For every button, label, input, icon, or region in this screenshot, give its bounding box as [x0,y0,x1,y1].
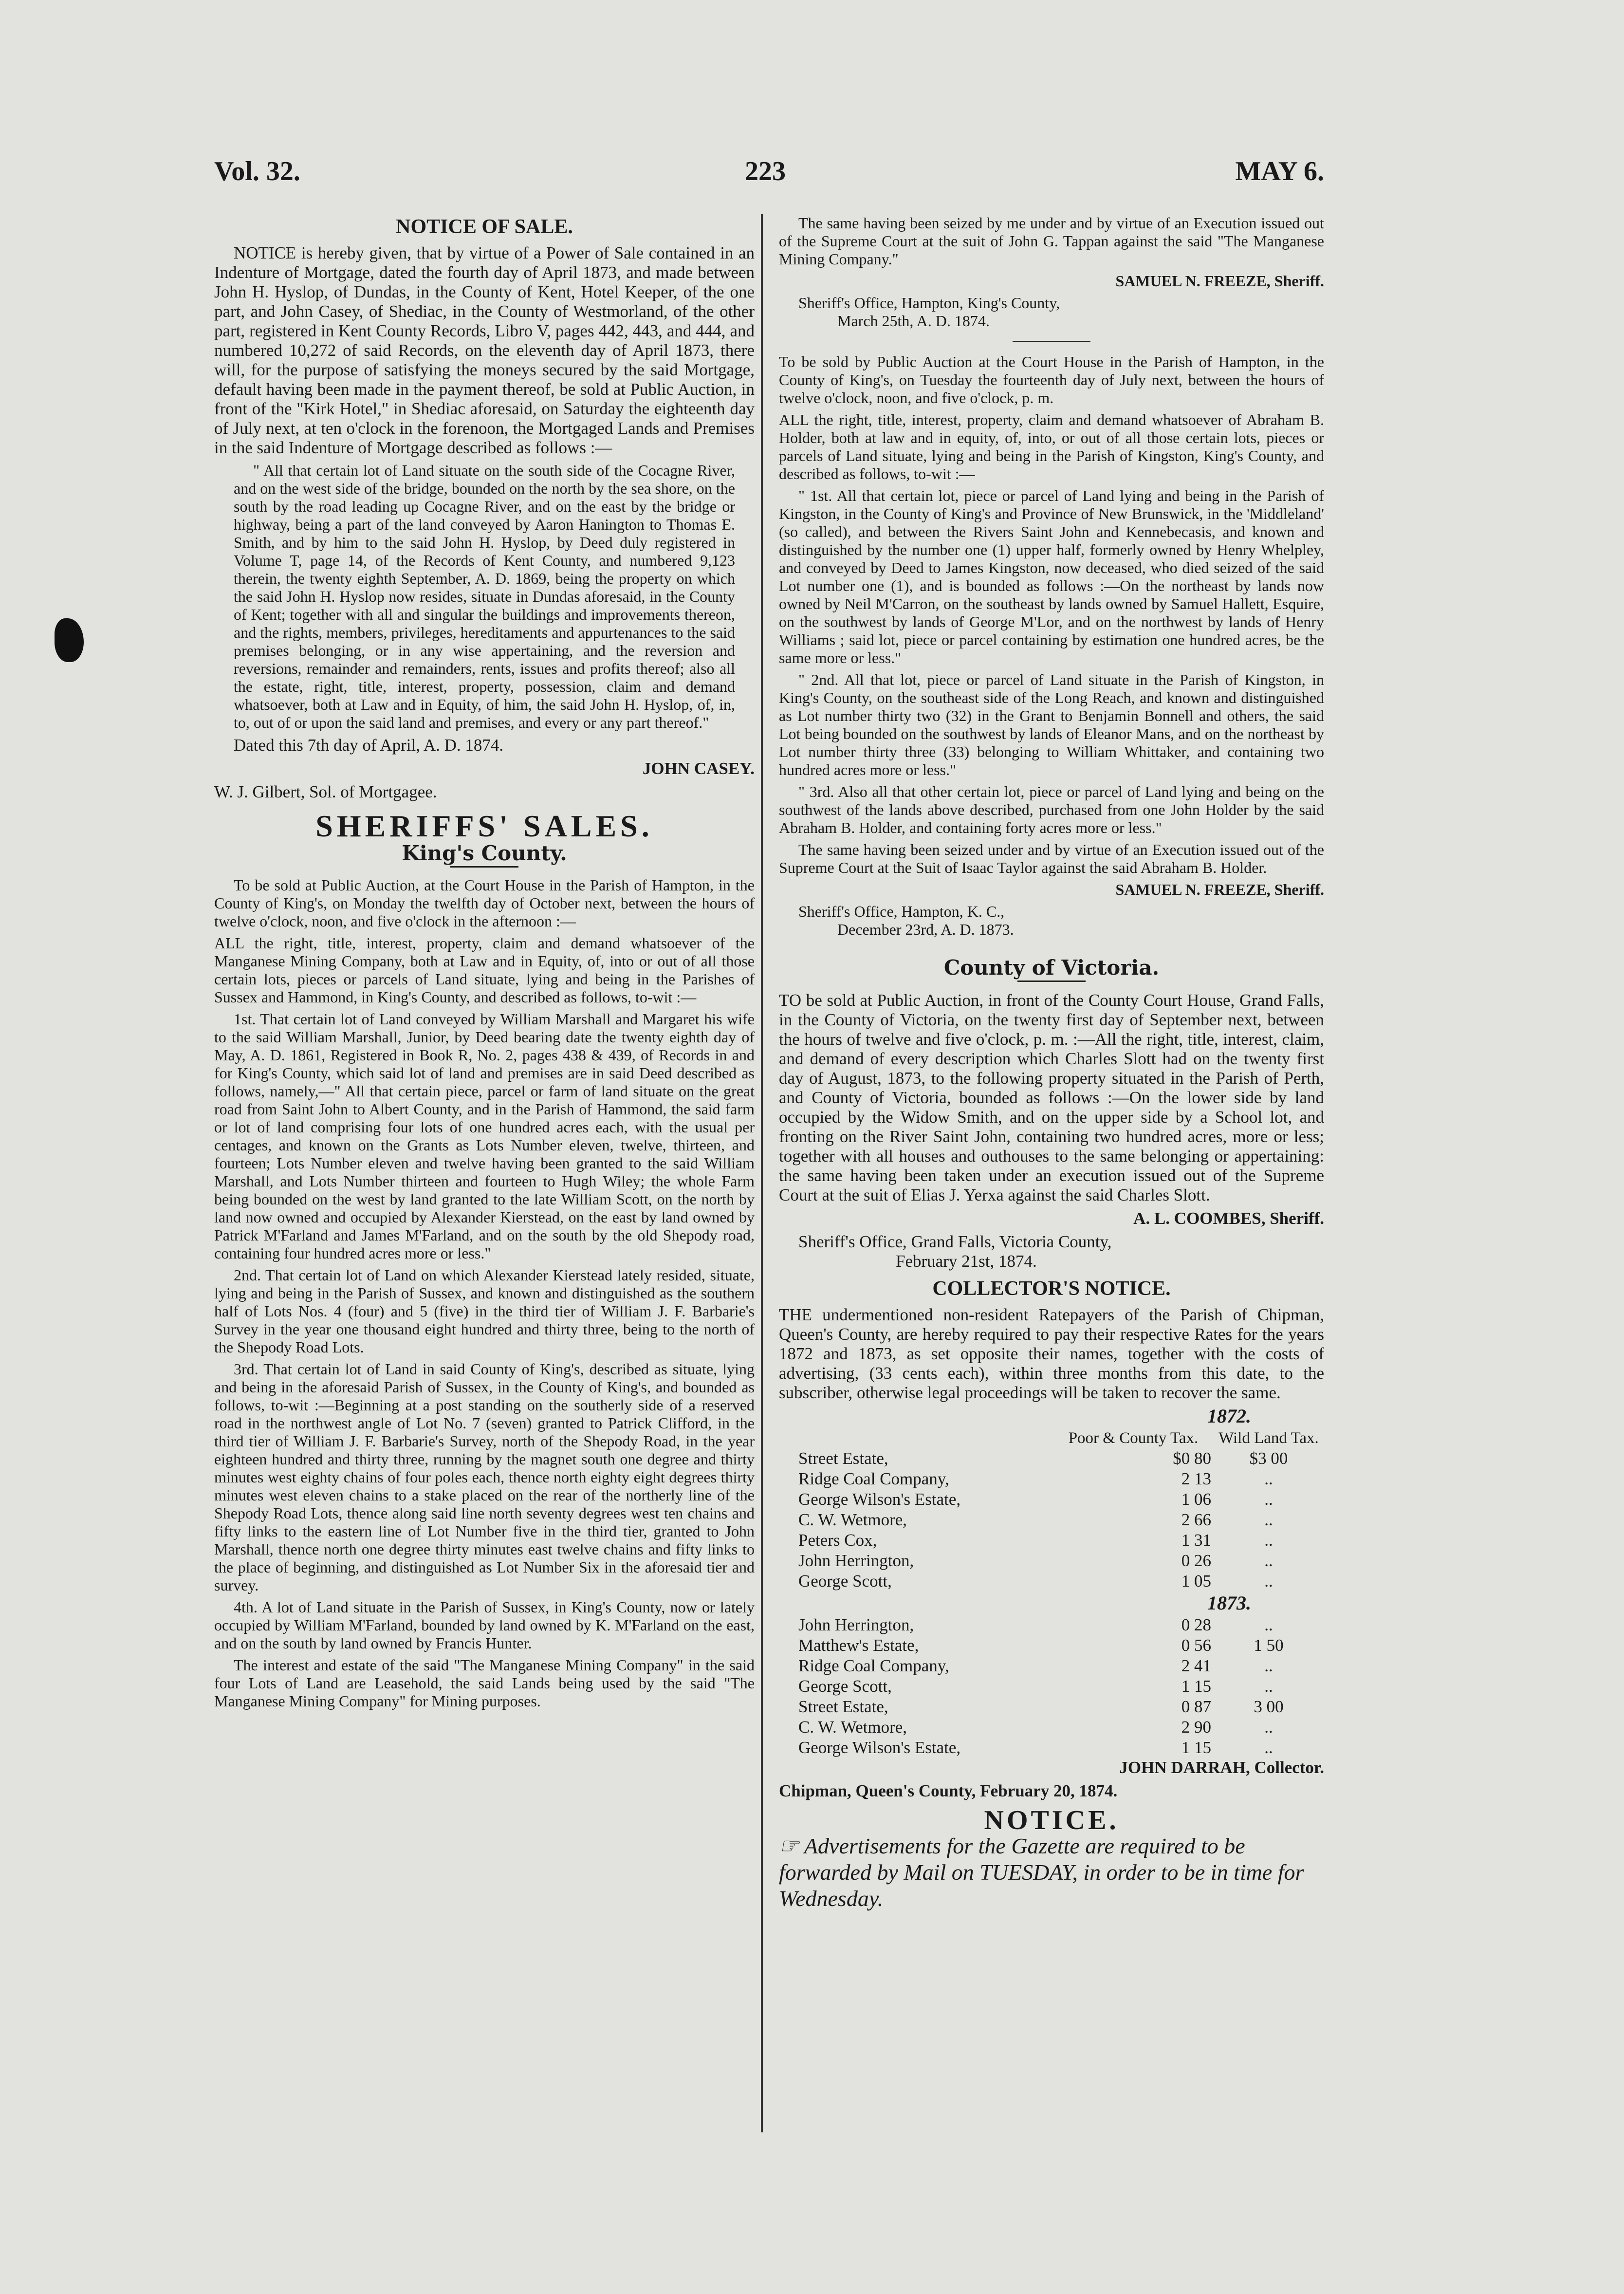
collector-signer: JOHN DARRAH, Collector. [1119,1758,1324,1777]
notice-text [779,1833,1324,1912]
kings-county-heading: King's County. [402,841,567,865]
poor-county-tax: 2 66 [1181,1510,1211,1529]
ratepayer-name: C. W. Wetmore, [798,1510,907,1529]
wild-land-tax: .. [1264,1572,1273,1591]
sale1-office-date: March 25th, A. D. 1874. [837,312,990,330]
page-number: 223 [745,156,786,186]
page-header [195,146,1324,200]
notice-of-sale-description: " All that certain lot of Land situate on the south side of the Cocagne River, and on the west side of the bridge, bounded on the north by the sea shore, on the south by the road leading up Cocagne River, and on the east by the bridge or highway, being a part of the land conveyed by Aaron Hanington to Thomas E. Smith, and by him to the said John H. Hyslop, by Deed duly registered in Volume T, page 14, of the Records of Kent County, and numbered 9,123 therein, the twenty eighth September, A. D. 1869, being the property on which the said John H. Hyslop now resides, situate in Dundas aforesaid, in the County of Kent; together with all and singular the buildings and improvements thereon, and the rights, members, privileges, hereditaments and appurtenances to the said premises belonging, or in any wise appertaining, and the reversion and reversions, remainder and remainders, rents, issues and profits thereof; also all the estate, right, title, interest, property, possession, claim and demand whatsoever, both at Law and in Equity, of him, the said John H. Hyslop, of, in, to, out of or upon the said land and premises, and every or any part thereof." [234,462,735,731]
year-1872: 1872. [1207,1405,1251,1427]
poor-county-tax: 0 56 [1181,1636,1211,1655]
notice-of-sale-title: NOTICE OF SALE. [396,216,573,238]
table-row [779,1697,1324,1717]
poor-county-tax: 0 26 [1181,1551,1211,1570]
sale1-seized: The same having been seized by me under and by virtue of an Execution issued out of the Supreme Court at the suit of John G. Tappan against the said "The Manganese Mining Company." [779,214,1324,268]
table-row [779,1656,1324,1676]
wild-land-tax: .. [1264,1656,1273,1675]
poor-county-tax: 0 87 [1181,1697,1211,1716]
sale1-lot4: 4th. A lot of Land situate in the Parish of Sussex, in King's County, now or lately occupied by William M'Farland, bounded by land owned by K. M'Farland on the east, and on the south by land owned by Francis Hunter. [214,1598,755,1652]
sale2-all: ALL the right, title, interest, property, claim and demand whatsoever of Abraham B. Holder, both at law and in equity, of, into, or out of all those certain lots, pieces or parcels of Land situate, lying and being in the Parish of Kingston, King's County, and described as follows, to-wit :— [779,411,1324,482]
sale1-lot1: 1st. That certain lot of Land conveyed by William Marshall and Margaret his wife to the said William Marshall, Junior, by Deed bearing date the twenty eighth day of May, A. D. 1861, Registered in Book R, No. 2, pages 438 & 439, of Records in and for King's County, which said lot of land and premises are in said Deed described as follows, namely,—" All that certain piece, parcel or farm of land situate on the great road from Saint John to Albert County, and in the Parish of Hammond, the said farm or lot of land comprising four lots of one hundred acres each, with the usual per centages, and known on the Grants as Lots Number eleven, twelve, thirteen, and fourteen; Lots Number eleven and twelve having been granted to the said William Marshall, and Lots Number thirteen and fourteen to Hugh Wiley; the whole Farm being bounded on the west by land granted to the late William Scott, on the north by land now owned and occupied by Alexander Kierstead, on the east by land owned by Patrick M'Farland and James M'Farland, and on the south by the old Shepody road, containing four hundred acres more or less." [214,1010,755,1262]
left-column [214,214,755,1714]
sale2-office-place: Sheriff's Office, Hampton, K. C., [798,903,1005,920]
poor-county-tax: 2 13 [1181,1469,1211,1488]
ratepayer-name: George Scott, [798,1572,892,1591]
wild-land-tax: .. [1264,1531,1273,1550]
sale2-lot3: " 3rd. Also all that other certain lot, piece or parcel of Land lying and being on the southwest of the lands above described, purchased from one John Holder by the said Abraham B. Holder, and containing forty acres more or less." [779,783,1324,836]
right-column [779,214,1324,1916]
column-divider [761,214,763,2132]
table-row [779,1510,1324,1530]
sale2-office-date: December 23rd, A. D. 1873. [837,921,1014,938]
pointing-hand-icon: ☞ [779,1833,799,1858]
poor-county-tax: 1 05 [1181,1572,1211,1591]
sale1-office-place: Sheriff's Office, Hampton, King's County, [798,294,1060,312]
notice-of-sale-signer: JOHN CASEY. [642,759,755,778]
poor-county-tax: 1 31 [1181,1531,1211,1550]
collector-place: Chipman, Queen's County, February 20, 1874. [779,1781,1118,1800]
ratepayer-name: C. W. Wetmore, [798,1718,907,1737]
wild-land-tax: 1 50 [1254,1636,1284,1655]
victoria-office-place: Sheriff's Office, Grand Falls, Victoria County, [798,1232,1112,1251]
sale1-leasehold: The interest and estate of the said "The Manganese Mining Company" in the said four Lots of Land are Leasehold, the said Lands being used by the said "The Manganese Mining Company" for Mining purposes. [214,1656,755,1710]
rates-table-1873 [779,1615,1324,1758]
year-1873: 1873. [1207,1592,1251,1614]
table-row [779,1551,1324,1571]
poor-county-tax: 1 15 [1181,1677,1211,1696]
ratepayer-name: Peters Cox, [798,1531,877,1550]
poor-county-tax: $0 80 [1173,1449,1211,1468]
sheriffs-sales-title: SHERIFFS' SALES. [315,809,653,843]
wild-land-tax: .. [1264,1718,1273,1737]
table-row [779,1635,1324,1656]
wild-land-tax: .. [1264,1551,1273,1570]
wild-land-tax: .. [1264,1510,1273,1529]
victoria-county-heading: County of Victoria. [943,956,1160,980]
ratepayer-name: Ridge Coal Company, [798,1469,949,1488]
issue-date: MAY 6. [1235,156,1324,186]
ratepayer-name: Ridge Coal Company, [798,1656,949,1675]
wild-land-tax: .. [1264,1738,1273,1757]
ratepayer-name: George Wilson's Estate, [798,1738,961,1757]
wild-land-tax: .. [1264,1615,1273,1634]
notice-of-sale-solicitor: W. J. Gilbert, Sol. of Mortgagee. [214,782,437,801]
wild-land-tax: .. [1264,1490,1273,1509]
victoria-sale-text: TO be sold at Public Auction, in front of the County Court House, Grand Falls, in the County of Victoria, on the twenty first day of September next, between the hours of twelve and five o'clock, p. m. :—All the right, title, interest, claim, and demand of every description which Charles Slott had on the twenty first day of August, 1873, to the following property situated in the Parish of Perth, and County of Victoria, bounded as follows :—On the lower side by land occupied by the Widow Smith, and on the upper side by a School lot, and fronting on the River Saint John, containing two hundred acres, more or less; together with all houses and outhouses to the same belonging or appertaining: the same having been taken under an execution issued out of the Supreme Court at the suit of Elias J. Yerxa against the said Charles Slott. [779,991,1324,1204]
victoria-office [779,1232,1324,1271]
ratepayer-name: George Scott, [798,1677,892,1696]
table-row [779,1615,1324,1635]
poor-county-tax: 1 15 [1181,1738,1211,1757]
wild-land-tax: .. [1264,1677,1273,1696]
sale2-sheriff: SAMUEL N. FREEZE, Sheriff. [1115,881,1324,898]
sale1-lot3: 3rd. That certain lot of Land in said County of King's, described as situate, lying and being in the aforesaid Parish of Sussex, in the County of King's, and bounded as follows, to-wit :—Beginning at a post standing on the southerly side of a reserved road in the northwest angle of Lot No. 7 (seven) granted to Patrick Clifford, in the third tier of William J. F. Barbarie's Survey, north of the Shepody Road, in the year eighteen hundred and thirty three, running by the magnet south one degree and thirty minutes west eighty chains of four poles each, thence north eighty eight degrees thirty minutes west eleven chains to a stake placed on the rear of the northerly line of the Shepody Road Lots, thence along said line north seventy degrees west ten chains and fifty links to the eastern line of Lot Number five in the third tier, granted to John Marshall, thence north one degree thirty minutes east twelve chains and fifty links to the place of beginning, and distinguished as Lot Number Six in the aforesaid tier and survey. [214,1360,755,1594]
table-row [779,1738,1324,1758]
sale2-lot1: " 1st. All that certain lot, piece or parcel of Land lying and being in the Parish of Kingston, in the County of King's and Province of New Brunswick, in the 'Middleland' (so called), and between the Rivers Saint John and Kennebecasis, and known and distinguished by the number one (1) upper half, formerly owned by Henry Whelpley, and conveyed by Deed to James Kingston, now deceased, who died seized of the said Lot number one (1), and is bounded as follows :—On the northeast by lands now owned by Neil M'Carron, on the southeast by lands owned by Samuel Hallett, Esquire, on the southwest by lands of George M'Lor, and on the northwest by lands of Henry Williams ; said lot, piece or parcel containing by estimation one hundred acres, be the same more or less." [779,487,1324,666]
notice-title: NOTICE. [984,1805,1119,1835]
table-row [779,1676,1324,1697]
collectors-notice-title: COLLECTOR'S NOTICE. [932,1277,1171,1300]
separator [1013,341,1090,342]
volume-label: Vol. 32. [214,156,300,186]
table-row [779,1571,1324,1591]
ratepayer-name: Street Estate, [798,1697,888,1716]
notice-body: Advertisements for the Gazette are required to be forwarded by Mail on TUESDAY, in order to be in time for Wednesday. [779,1833,1304,1911]
ratepayer-name: John Herrington, [798,1551,914,1570]
sale2-intro: To be sold by Public Auction at the Court House in the Parish of Hampton, in the County of King's, on Tuesday the fourteenth day of July next, between the hours of twelve o'clock, noon, and five o'clock, p. m. [779,353,1324,407]
sale1-sheriff: SAMUEL N. FREEZE, Sheriff. [1115,272,1324,290]
victoria-office-date: February 21st, 1874. [896,1252,1037,1271]
rates-table [779,1428,1324,1591]
table-row [779,1530,1324,1551]
table-row [779,1469,1324,1489]
poor-county-tax: 2 90 [1181,1718,1211,1737]
ratepayer-name: Street Estate, [798,1449,888,1468]
notice-of-sale-intro: NOTICE is hereby given, that by virtue of a Power of Sale contained in an Indenture of Mortgage, dated the fourth day of April 1873, and made between John H. Hyslop, of Dundas, in the County of Kent, Hotel Keeper, of the one part, and John Casey, of Shediac, in the County of Westmorland, of the other part, registered in Kent County Records, Libro V, pages 442, 443, and 444, and numbered 10,272 of said Records, on the eleventh day of April 1873, there will, for the purpose of satisfying the moneys secured by the said Mortgage, default having been made in the payment thereof, be sold at Public Auction, in front of the "Kirk Hotel," in Shediac aforesaid, on Saturday the eighteenth day of July next, at ten o'clock in the forenoon, the Mortgaged Lands and Premises in the said Indenture of Mortgage described as follows :— [214,243,755,457]
collectors-notice-text: THE undermentioned non-resident Ratepayers of the Parish of Chipman, Queen's County, are hereby required to pay their respective Rates for the years 1872 and 1873, as set opposite their names, together with the costs of advertising, (33 cents each), within three months from this date, to the subscriber, otherwise legal proceedings will be taken to recover the same. [779,1305,1324,1402]
sale1-lot2: 2nd. That certain lot of Land on which Alexander Kierstead lately resided, situate, lying and being in the Parish of Sussex, and known and distinguished as the southern half of Lots Nos. 4 (four) and 5 (five) in the third tier of William J. F. Barbarie's Survey in the year one thousand eight hundred and thirty three, being to the north of the Shepody Road Lots. [214,1266,755,1356]
sale2-lot2: " 2nd. All that lot, piece or parcel of Land situate in the Parish of Kingston, in King's County, on the southeast side of the Long Reach, and known and distinguished as Lot number thirty two (32) in the Grant to Benjamin Bonnell and others, the said Lot being bounded on the southwest by lands of Eleanor Mans, and on the northeast by Lot number thirty three (33) belonging to William Whittaker, and containing two hundred acres more or less." [779,671,1324,778]
table-row [779,1489,1324,1510]
sale1-all: ALL the right, title, interest, property, claim and demand whatsoever of the Manganese Mining Company, both at Law and in Equity, of, into or out of all those certain lots, pieces or parcels of Land situate, lying and being in the Parishes of Sussex and Hammond, in King's County, and described as follows, to-wit :— [214,934,755,1006]
ratepayer-name: John Herrington, [798,1615,914,1634]
poor-county-tax: 2 41 [1181,1656,1211,1675]
ratepayer-name: George Wilson's Estate, [798,1490,961,1509]
col-poor-header: Poor & County Tax. [1068,1429,1199,1447]
ink-blot [55,618,84,662]
notice-of-sale-dated: Dated this 7th day of April, A. D. 1874. [234,736,504,755]
heading-rule [1017,980,1086,982]
col-wild-header: Wild Land Tax. [1218,1429,1319,1447]
table-row [779,1717,1324,1738]
sale2-seized: The same having been seized under and by virtue of an Execution issued out of the Supreme Court at the Suit of Isaac Taylor against the said Abraham B. Holder. [779,841,1324,876]
table-header-row [779,1428,1324,1448]
poor-county-tax: 0 28 [1181,1615,1211,1634]
poor-county-tax: 1 06 [1181,1490,1211,1509]
victoria-sheriff: A. L. COOMBES, Sheriff. [1133,1209,1324,1228]
sale1-intro: To be sold at Public Auction, at the Court House in the Parish of Hampton, in the County of King's, on Monday the twelfth day of October next, between the hours of twelve o'clock, noon, and five o'clock in the afternoon :— [214,876,755,930]
ratepayer-name: Matthew's Estate, [798,1636,919,1655]
wild-land-tax: .. [1264,1469,1273,1488]
wild-land-tax: $3 00 [1249,1449,1288,1468]
wild-land-tax: 3 00 [1254,1697,1284,1716]
sale1-office [779,294,1324,330]
table-row [779,1448,1324,1469]
heading-rule [450,866,518,868]
sale2-office [779,903,1324,939]
